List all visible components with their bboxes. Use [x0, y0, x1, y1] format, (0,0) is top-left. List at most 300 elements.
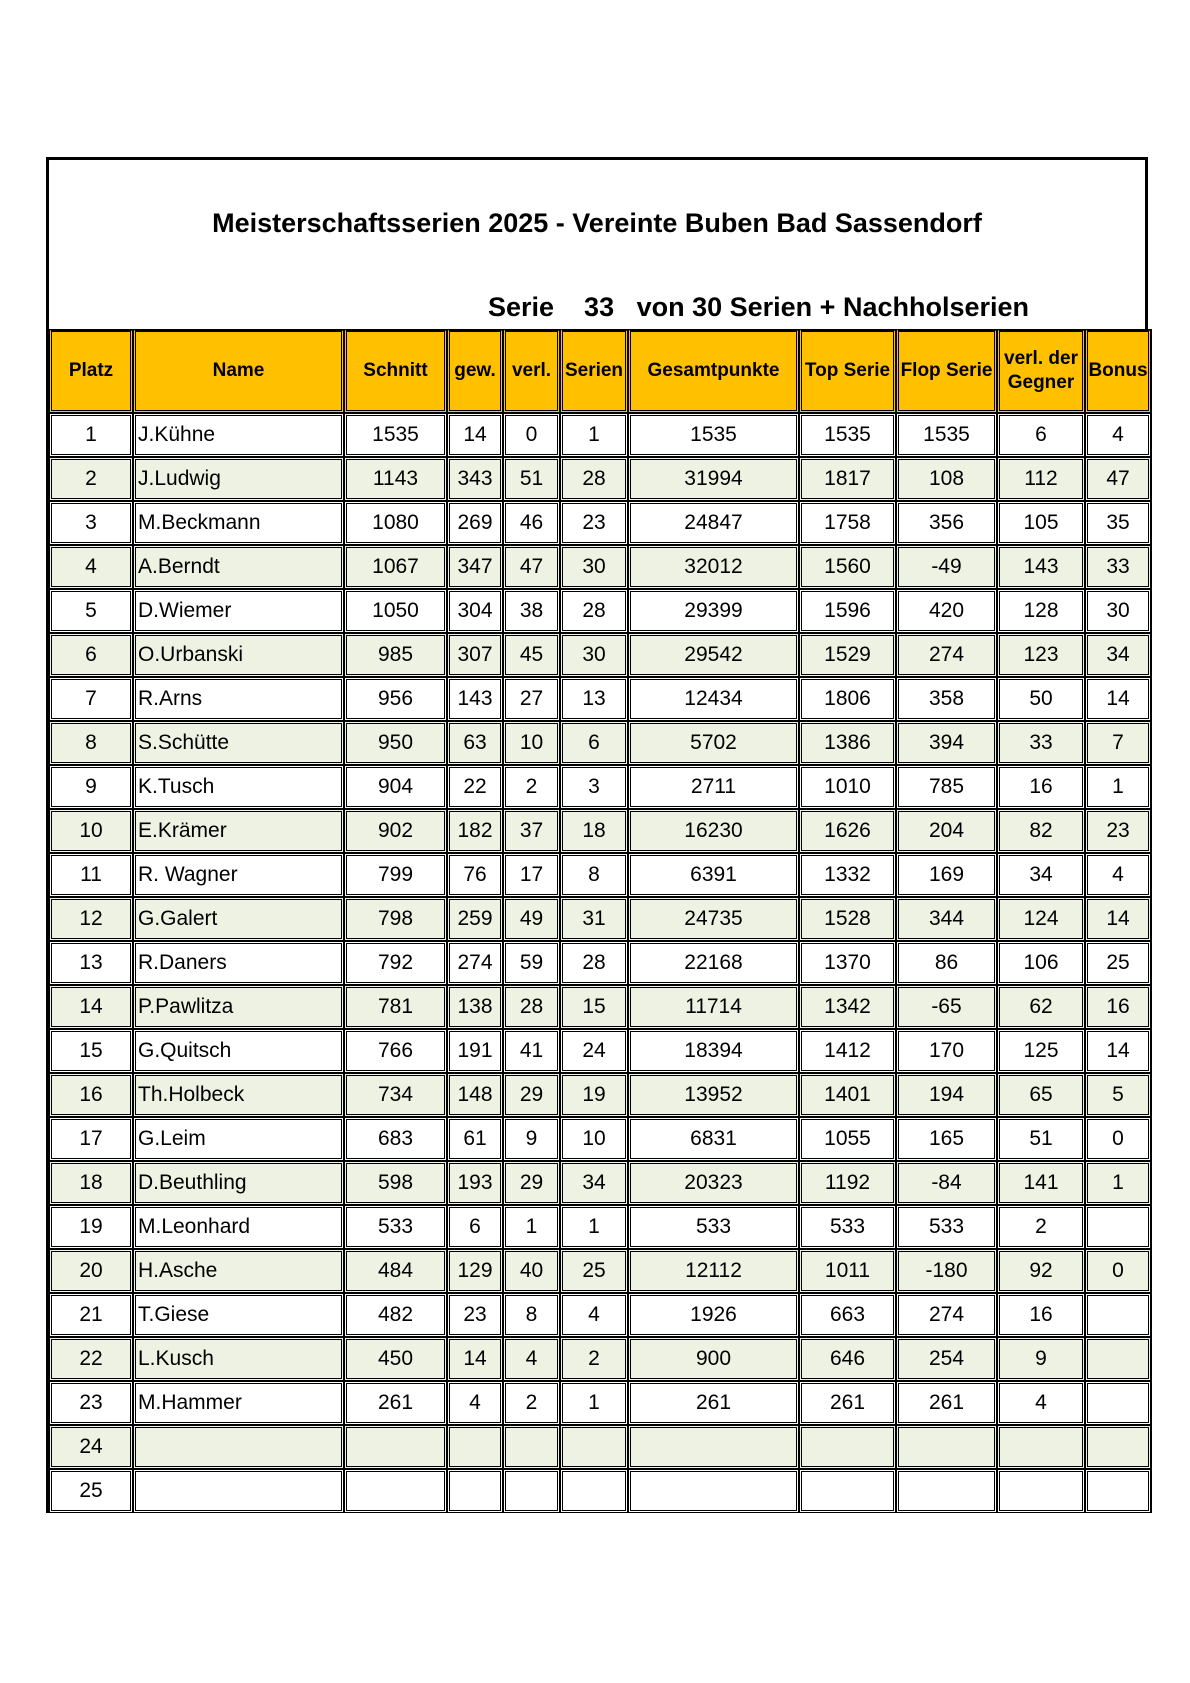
table-cell: 170 — [896, 1029, 997, 1073]
table-cell: 33 — [997, 721, 1085, 765]
column-header: Top Serie — [799, 329, 896, 413]
column-header: Flop Serie — [896, 329, 997, 413]
table-cell: 1332 — [799, 853, 896, 897]
table-row — [49, 501, 1151, 545]
table-cell: 182 — [447, 809, 503, 853]
table-cell — [997, 1425, 1085, 1469]
table-row — [49, 1381, 1151, 1425]
table-cell: 4 — [560, 1293, 628, 1337]
player-name-cell: M.Hammer — [133, 1381, 344, 1425]
table-cell: 11714 — [628, 985, 799, 1029]
table-cell: 798 — [344, 897, 447, 941]
table-cell: 16 — [1085, 985, 1151, 1029]
table-cell: 19 — [49, 1205, 133, 1249]
table-cell: 45 — [503, 633, 560, 677]
table-cell: 1 — [560, 1205, 628, 1249]
table-cell: 128 — [997, 589, 1085, 633]
table-cell: 194 — [896, 1073, 997, 1117]
table-cell: 19 — [560, 1073, 628, 1117]
table-row — [49, 677, 1151, 721]
table-cell: 59 — [503, 941, 560, 985]
table-cell: 34 — [997, 853, 1085, 897]
table-cell: 950 — [344, 721, 447, 765]
table-cell: 82 — [997, 809, 1085, 853]
table-cell: 1806 — [799, 677, 896, 721]
table-cell — [1085, 1381, 1151, 1425]
table-cell — [628, 1469, 799, 1513]
table-cell: 12 — [49, 897, 133, 941]
table-cell: 4 — [503, 1337, 560, 1381]
table-row — [49, 545, 1151, 589]
table-cell: 20323 — [628, 1161, 799, 1205]
table-cell: 22168 — [628, 941, 799, 985]
table-cell: 956 — [344, 677, 447, 721]
player-name-cell: O.Urbanski — [133, 633, 344, 677]
table-cell: 307 — [447, 633, 503, 677]
table-cell — [1085, 1425, 1151, 1469]
table-cell: 1192 — [799, 1161, 896, 1205]
table-cell: 165 — [896, 1117, 997, 1161]
table-cell: 2 — [997, 1205, 1085, 1249]
table-cell — [1085, 1469, 1151, 1513]
player-name-cell: D.Beuthling — [133, 1161, 344, 1205]
player-name-cell: G.Leim — [133, 1117, 344, 1161]
table-cell: 8 — [49, 721, 133, 765]
table-cell: 129 — [447, 1249, 503, 1293]
table-row — [49, 1425, 1151, 1469]
table-cell: 343 — [447, 457, 503, 501]
table-row — [49, 721, 1151, 765]
table-cell: 0 — [503, 413, 560, 457]
table-cell: 10 — [560, 1117, 628, 1161]
standings-sheet — [46, 157, 1148, 1513]
table-cell: 1626 — [799, 809, 896, 853]
table-cell: 27 — [503, 677, 560, 721]
table-cell: 23 — [49, 1381, 133, 1425]
table-cell: 1 — [503, 1205, 560, 1249]
table-body — [49, 413, 1151, 1513]
table-cell: 7 — [1085, 721, 1151, 765]
column-header: verl. — [503, 329, 560, 413]
table-cell: 1412 — [799, 1029, 896, 1073]
table-cell: 1535 — [896, 413, 997, 457]
table-cell: 356 — [896, 501, 997, 545]
table-cell: 274 — [896, 633, 997, 677]
table-cell: 169 — [896, 853, 997, 897]
table-cell: -65 — [896, 985, 997, 1029]
table-cell: 792 — [344, 941, 447, 985]
table-cell: 274 — [896, 1293, 997, 1337]
table-cell: 25 — [49, 1469, 133, 1513]
table-cell: 9 — [503, 1117, 560, 1161]
table-cell: 16 — [49, 1073, 133, 1117]
table-cell: 14 — [1085, 897, 1151, 941]
table-cell: 1596 — [799, 589, 896, 633]
column-header: Name — [133, 329, 344, 413]
series-subtitle: Serie 33 von 30 Serien + Nachholserien — [488, 292, 1030, 322]
table-cell: 533 — [344, 1205, 447, 1249]
table-cell: 28 — [560, 457, 628, 501]
player-name-cell: Th.Holbeck — [133, 1073, 344, 1117]
player-name-cell: T.Giese — [133, 1293, 344, 1337]
table-cell: 16 — [997, 765, 1085, 809]
table-cell — [503, 1425, 560, 1469]
table-cell — [560, 1425, 628, 1469]
table-cell: 14 — [1085, 677, 1151, 721]
table-cell: 28 — [560, 941, 628, 985]
table-cell: 1817 — [799, 457, 896, 501]
table-cell: 4 — [49, 545, 133, 589]
table-cell: 900 — [628, 1337, 799, 1381]
table-cell: 29542 — [628, 633, 799, 677]
table-cell: 985 — [344, 633, 447, 677]
table-cell: 86 — [896, 941, 997, 985]
table-cell: 18 — [560, 809, 628, 853]
column-header: Bonus — [1085, 329, 1151, 413]
table-cell: 31994 — [628, 457, 799, 501]
table-cell: 347 — [447, 545, 503, 589]
table-cell: 9 — [49, 765, 133, 809]
table-cell: 51 — [503, 457, 560, 501]
table-cell: 24735 — [628, 897, 799, 941]
table-cell: 1370 — [799, 941, 896, 985]
table-cell: 420 — [896, 589, 997, 633]
table-cell: 1 — [49, 413, 133, 457]
table-cell: 106 — [997, 941, 1085, 985]
table-cell: 1010 — [799, 765, 896, 809]
table-cell: 2711 — [628, 765, 799, 809]
table-cell: 34 — [1085, 633, 1151, 677]
table-row — [49, 413, 1151, 457]
table-cell: 22 — [49, 1337, 133, 1381]
table-cell: 38 — [503, 589, 560, 633]
table-cell: 799 — [344, 853, 447, 897]
table-cell: 3 — [49, 501, 133, 545]
table-cell: 274 — [447, 941, 503, 985]
table-cell: 254 — [896, 1337, 997, 1381]
table-cell: 125 — [997, 1029, 1085, 1073]
table-cell: 10 — [49, 809, 133, 853]
page-title: Meisterschaftsserien 2025 - Vereinte Buben Bad Sassendorf — [212, 208, 982, 238]
table-cell: 484 — [344, 1249, 447, 1293]
table-row — [49, 1073, 1151, 1117]
table-row — [49, 765, 1151, 809]
table-cell: 394 — [896, 721, 997, 765]
table-cell — [799, 1425, 896, 1469]
player-name-cell: K.Tusch — [133, 765, 344, 809]
table-cell: 482 — [344, 1293, 447, 1337]
table-cell: 28 — [560, 589, 628, 633]
table-cell — [896, 1425, 997, 1469]
table-cell: 40 — [503, 1249, 560, 1293]
table-cell: 124 — [997, 897, 1085, 941]
table-cell: 1401 — [799, 1073, 896, 1117]
table-cell: 14 — [1085, 1029, 1151, 1073]
table-cell: 20 — [49, 1249, 133, 1293]
table-cell: -49 — [896, 545, 997, 589]
table-row — [49, 589, 1151, 633]
table-cell — [560, 1469, 628, 1513]
table-header-row — [49, 329, 1151, 413]
table-cell: 32012 — [628, 545, 799, 589]
table-row — [49, 1293, 1151, 1337]
player-name-cell: G.Quitsch — [133, 1029, 344, 1073]
table-cell — [1085, 1337, 1151, 1381]
table-cell: 1535 — [344, 413, 447, 457]
table-cell: 76 — [447, 853, 503, 897]
table-cell: 1 — [1085, 1161, 1151, 1205]
player-name-cell — [133, 1469, 344, 1513]
table-cell: 1342 — [799, 985, 896, 1029]
table-cell: 1 — [560, 1381, 628, 1425]
table-cell: 33 — [1085, 545, 1151, 589]
table-cell: 34 — [560, 1161, 628, 1205]
table-cell: 14 — [447, 413, 503, 457]
column-header: Schnitt — [344, 329, 447, 413]
table-cell: 598 — [344, 1161, 447, 1205]
table-cell: 663 — [799, 1293, 896, 1337]
table-cell: 646 — [799, 1337, 896, 1381]
table-cell: 15 — [560, 985, 628, 1029]
table-cell: 734 — [344, 1073, 447, 1117]
table-cell: 683 — [344, 1117, 447, 1161]
table-cell: 47 — [1085, 457, 1151, 501]
table-cell: -180 — [896, 1249, 997, 1293]
table-cell: 63 — [447, 721, 503, 765]
table-cell: 4 — [1085, 413, 1151, 457]
table-cell: 12112 — [628, 1249, 799, 1293]
table-row — [49, 1117, 1151, 1161]
table-cell — [1085, 1205, 1151, 1249]
table-cell: 1529 — [799, 633, 896, 677]
table-cell: 23 — [447, 1293, 503, 1337]
table-cell: 4 — [447, 1381, 503, 1425]
column-header: Platz — [49, 329, 133, 413]
table-cell: 112 — [997, 457, 1085, 501]
table-cell: 261 — [628, 1381, 799, 1425]
table-cell: 1 — [1085, 765, 1151, 809]
table-cell: 261 — [896, 1381, 997, 1425]
player-name-cell: M.Beckmann — [133, 501, 344, 545]
table-row — [49, 897, 1151, 941]
table-cell: 29 — [503, 1073, 560, 1117]
table-cell: 141 — [997, 1161, 1085, 1205]
table-cell: 1926 — [628, 1293, 799, 1337]
player-name-cell: A.Berndt — [133, 545, 344, 589]
table-cell — [447, 1469, 503, 1513]
table-cell: 533 — [896, 1205, 997, 1249]
table-row — [49, 1161, 1151, 1205]
table-cell: 123 — [997, 633, 1085, 677]
table-cell: 35 — [1085, 501, 1151, 545]
player-name-cell: P.Pawlitza — [133, 985, 344, 1029]
table-cell: 204 — [896, 809, 997, 853]
player-name-cell: R.Arns — [133, 677, 344, 721]
table-cell — [1085, 1293, 1151, 1337]
table-cell: 358 — [896, 677, 997, 721]
table-cell: 1560 — [799, 545, 896, 589]
table-cell: 1535 — [628, 413, 799, 457]
table-cell: 23 — [1085, 809, 1151, 853]
table-cell: -84 — [896, 1161, 997, 1205]
table-cell: 2 — [560, 1337, 628, 1381]
table-cell: 62 — [997, 985, 1085, 1029]
table-cell: 1528 — [799, 897, 896, 941]
table-cell: 29399 — [628, 589, 799, 633]
table-row — [49, 1337, 1151, 1381]
table-cell: 108 — [896, 457, 997, 501]
table-cell: 143 — [997, 545, 1085, 589]
player-name-cell: E.Krämer — [133, 809, 344, 853]
table-cell: 1067 — [344, 545, 447, 589]
table-cell: 17 — [49, 1117, 133, 1161]
table-cell: 1758 — [799, 501, 896, 545]
table-cell — [896, 1469, 997, 1513]
table-cell: 18 — [49, 1161, 133, 1205]
table-row — [49, 985, 1151, 1029]
table-cell: 28 — [503, 985, 560, 1029]
table-row — [49, 1029, 1151, 1073]
table-cell: 9 — [997, 1337, 1085, 1381]
table-cell: 269 — [447, 501, 503, 545]
table-cell: 29 — [503, 1161, 560, 1205]
table-cell: 344 — [896, 897, 997, 941]
table-cell: 785 — [896, 765, 997, 809]
table-cell: 193 — [447, 1161, 503, 1205]
table-cell: 13 — [560, 677, 628, 721]
player-name-cell: R. Wagner — [133, 853, 344, 897]
table-cell: 65 — [997, 1073, 1085, 1117]
table-cell: 450 — [344, 1337, 447, 1381]
table-cell: 14 — [49, 985, 133, 1029]
table-cell: 0 — [1085, 1249, 1151, 1293]
standings-table — [46, 329, 1152, 1513]
table-cell: 37 — [503, 809, 560, 853]
table-cell: 138 — [447, 985, 503, 1029]
table-cell: 1143 — [344, 457, 447, 501]
table-cell — [344, 1469, 447, 1513]
table-cell: 2 — [503, 765, 560, 809]
table-cell — [447, 1425, 503, 1469]
column-header: gew. — [447, 329, 503, 413]
table-cell: 13 — [49, 941, 133, 985]
table-row — [49, 1249, 1151, 1293]
table-row — [49, 1205, 1151, 1249]
table-cell: 25 — [560, 1249, 628, 1293]
table-cell: 61 — [447, 1117, 503, 1161]
table-cell: 6 — [997, 413, 1085, 457]
table-cell: 30 — [1085, 589, 1151, 633]
table-cell: 191 — [447, 1029, 503, 1073]
table-cell — [628, 1425, 799, 1469]
player-name-cell: D.Wiemer — [133, 589, 344, 633]
table-cell: 92 — [997, 1249, 1085, 1293]
table-cell: 261 — [799, 1381, 896, 1425]
player-name-cell — [133, 1425, 344, 1469]
table-cell: 105 — [997, 501, 1085, 545]
table-cell: 15 — [49, 1029, 133, 1073]
table-cell: 1386 — [799, 721, 896, 765]
table-cell: 148 — [447, 1073, 503, 1117]
table-cell — [997, 1469, 1085, 1513]
table-cell: 6 — [447, 1205, 503, 1249]
table-cell: 16 — [997, 1293, 1085, 1337]
table-cell: 6 — [560, 721, 628, 765]
table-cell: 902 — [344, 809, 447, 853]
table-cell: 8 — [503, 1293, 560, 1337]
table-cell: 17 — [503, 853, 560, 897]
table-cell: 22 — [447, 765, 503, 809]
table-cell: 31 — [560, 897, 628, 941]
table-cell: 12434 — [628, 677, 799, 721]
table-cell: 904 — [344, 765, 447, 809]
table-cell: 5 — [49, 589, 133, 633]
player-name-cell: J.Kühne — [133, 413, 344, 457]
table-cell: 6391 — [628, 853, 799, 897]
table-row — [49, 853, 1151, 897]
column-header: Gesamtpunkte — [628, 329, 799, 413]
table-cell: 533 — [628, 1205, 799, 1249]
table-cell: 49 — [503, 897, 560, 941]
table-cell — [503, 1469, 560, 1513]
table-cell: 24 — [560, 1029, 628, 1073]
table-cell: 1050 — [344, 589, 447, 633]
table-cell: 24847 — [628, 501, 799, 545]
table-row — [49, 1469, 1151, 1513]
table-cell: 5 — [1085, 1073, 1151, 1117]
column-header: verl. der Gegner — [997, 329, 1085, 413]
table-cell: 10 — [503, 721, 560, 765]
player-name-cell: L.Kusch — [133, 1337, 344, 1381]
table-cell: 259 — [447, 897, 503, 941]
table-row — [49, 633, 1151, 677]
table-cell: 8 — [560, 853, 628, 897]
table-row — [49, 457, 1151, 501]
table-cell: 533 — [799, 1205, 896, 1249]
title-box — [46, 157, 1148, 329]
table-cell: 304 — [447, 589, 503, 633]
table-cell: 2 — [503, 1381, 560, 1425]
table-cell: 21 — [49, 1293, 133, 1337]
table-cell: 1 — [560, 413, 628, 457]
table-cell: 41 — [503, 1029, 560, 1073]
table-cell: 0 — [1085, 1117, 1151, 1161]
table-cell — [344, 1425, 447, 1469]
table-cell: 2 — [49, 457, 133, 501]
table-cell: 261 — [344, 1381, 447, 1425]
player-name-cell: R.Daners — [133, 941, 344, 985]
table-cell: 1055 — [799, 1117, 896, 1161]
table-cell: 13952 — [628, 1073, 799, 1117]
player-name-cell: M.Leonhard — [133, 1205, 344, 1249]
table-cell: 1011 — [799, 1249, 896, 1293]
table-cell: 6 — [49, 633, 133, 677]
table-cell: 18394 — [628, 1029, 799, 1073]
table-row — [49, 941, 1151, 985]
table-cell: 4 — [997, 1381, 1085, 1425]
table-cell: 781 — [344, 985, 447, 1029]
table-cell — [799, 1469, 896, 1513]
player-name-cell: J.Ludwig — [133, 457, 344, 501]
player-name-cell: G.Galert — [133, 897, 344, 941]
table-cell: 5702 — [628, 721, 799, 765]
table-cell: 4 — [1085, 853, 1151, 897]
table-cell: 25 — [1085, 941, 1151, 985]
table-cell: 1080 — [344, 501, 447, 545]
table-cell: 14 — [447, 1337, 503, 1381]
table-cell: 7 — [49, 677, 133, 721]
table-cell: 30 — [560, 633, 628, 677]
